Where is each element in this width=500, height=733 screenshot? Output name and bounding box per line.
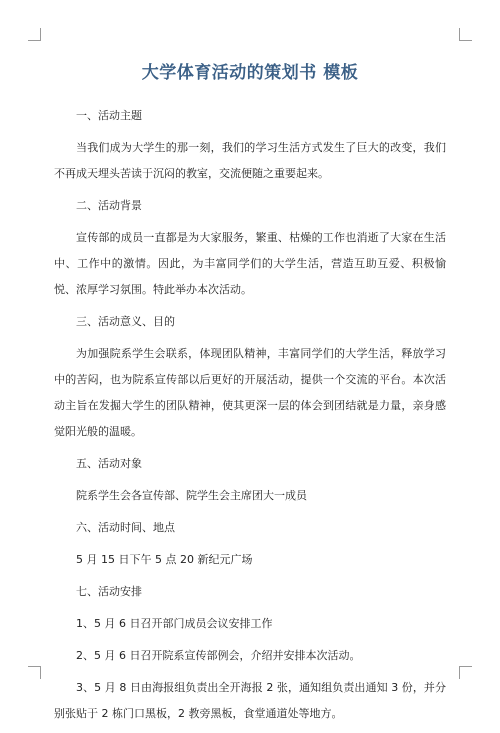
schedule-item: 1、5 月 6 日召开部门成员会议安排工作: [76, 617, 273, 630]
crop-mark-bottom-right: [459, 666, 472, 679]
section-heading-time-place: 六、活动时间、地点: [76, 521, 175, 534]
section-heading-schedule: 七、活动安排: [76, 585, 142, 598]
time-place-line: 5 月 15 日下午 5 点 20 新纪元广场: [76, 553, 253, 566]
section-heading-background: 二、活动背景: [76, 199, 142, 212]
crop-mark-top-left: [28, 28, 41, 41]
schedule-item: 3、5 月 8 日由海报组负责出全开海报 2 张，通知组负责出通知 3 份，并分别张贴于 2 栋门口黑板，2 教旁黑板，食堂通道处等地方。: [54, 681, 446, 720]
paragraph-theme: 当我们成为大学生的那一刻，我们的学习生活方式发生了巨大的改变，我们不再成天埋头苦读于沉闷的教室，交流便随之重要起来。: [54, 141, 446, 180]
schedule-item: 2、5 月 6 日召开院系宣传部例会，介绍并安排本次活动。: [76, 649, 361, 662]
section-heading-participants: 五、活动对象: [76, 457, 142, 470]
section-heading-purpose: 三、活动意义、目的: [76, 315, 175, 328]
crop-mark-top-right: [459, 28, 472, 41]
document-page: [54, 58, 446, 733]
section-heading-theme: 一、活动主题: [76, 109, 142, 122]
participants-line: 院系学生会各宣传部、院学生会主席团大一成员: [76, 489, 307, 502]
paragraph-background: 宣传部的成员一直都是为大家服务，繁重、枯燥的工作也消逝了大家在生活中、工作中的激情。因此，为丰富同学们的大学生活，营造互助互爱、积极愉悦、浓厚学习氛围。特此举办本次活动。: [54, 231, 446, 296]
document-title: 大学体育活动的策划书 模板: [141, 63, 359, 83]
paragraph-purpose: 为加强院系学生会联系，体现团队精神，丰富同学们的大学生活，释放学习中的苦闷，也为院系宣传部以后更好的开展活动，提供一个交流的平台。本次活动主旨在发掘大学生的团队精神，使其更深一层的体会到团结就是力量，亲身感觉阳光般的温暖。: [54, 347, 446, 438]
crop-mark-bottom-left: [28, 666, 41, 679]
